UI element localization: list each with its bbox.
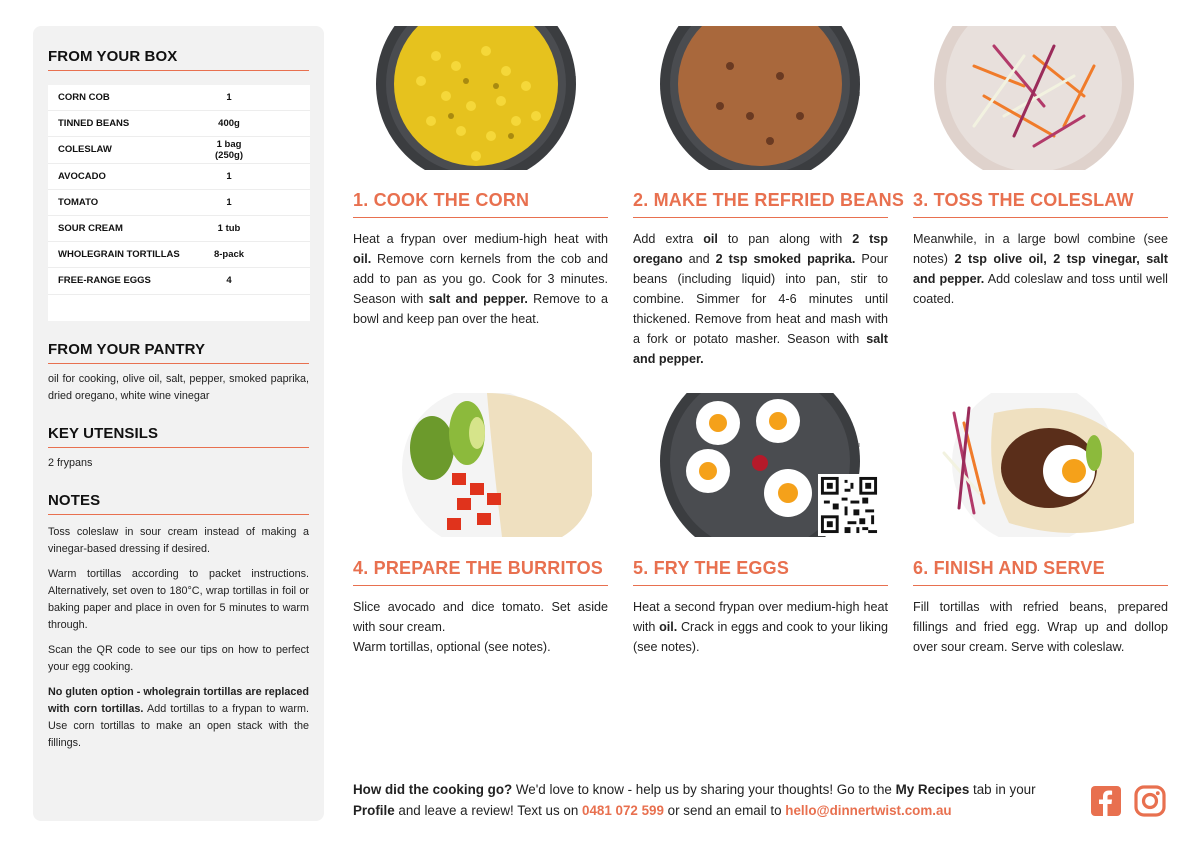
- step-text-bold: salt and pepper.: [633, 332, 888, 366]
- ingredient-name: AVOCADO: [58, 170, 106, 182]
- note-gluten-bold: No gluten option - wholegrain tortillas are replaced with corn tortillas.: [48, 686, 309, 715]
- qr-code-icon[interactable]: [818, 474, 880, 536]
- sidebar: [33, 26, 324, 821]
- ingredient-qty: 4: [226, 275, 232, 287]
- note-coleslaw: Toss coleslaw in sour cream instead of making a vinegar-based dressing if desired.: [48, 526, 309, 555]
- step-text: Heat a second frypan over medium-high heat with: [633, 600, 888, 634]
- step-6-body: [913, 597, 1168, 657]
- step-text: Add coleslaw and toss until well coated.: [913, 272, 1168, 306]
- corn-photo: [376, 26, 576, 170]
- from-your-box-heading: FROM YOUR BOX: [48, 48, 178, 65]
- refried-beans-photo: [660, 26, 860, 170]
- note-qr: Scan the QR code to see our tips on how to perfect your egg cooking.: [48, 644, 309, 673]
- step-text: Crack in eggs and cook to your liking (see notes).: [633, 620, 888, 654]
- divider: [353, 585, 608, 586]
- footer-text: or send an email to: [663, 803, 786, 818]
- step-text: and: [682, 252, 716, 266]
- step-3-title: 3. TOSS THE COLESLAW: [913, 190, 1134, 210]
- step-2-body: [633, 229, 888, 369]
- ingredients-table: [48, 85, 310, 321]
- step-6-title: 6. FINISH AND SERVE: [913, 558, 1105, 578]
- ingredient-row: [48, 164, 310, 190]
- divider: [633, 217, 888, 218]
- divider: [913, 585, 1168, 586]
- step-4: [353, 558, 608, 657]
- step-1-body: [353, 229, 608, 329]
- footer-text: We'd love to know - help us by sharing your thoughts! Go to the: [512, 782, 896, 797]
- note-gluten: [48, 684, 309, 752]
- step-4-title: 4. PREPARE THE BURRITOS: [353, 558, 603, 578]
- footer-question: How did the cooking go?: [353, 782, 513, 797]
- burrito-prep-photo: [392, 393, 592, 537]
- profile-link[interactable]: Profile: [353, 803, 395, 818]
- ingredient-qty: 8-pack: [213, 249, 245, 261]
- ingredient-name: COLESLAW: [58, 144, 112, 156]
- step-text: Warm tortillas, optional (see notes).: [353, 640, 551, 654]
- divider: [913, 217, 1168, 218]
- step-text: Slice avocado and dice tomato. Set aside with sour cream.: [353, 600, 608, 634]
- step-text: Pour beans (including liquid) into pan, stir to combine. Simmer for 4-6 minutes until thickened. Remove from heat and mash with a fork or potato masher. Season with: [633, 252, 888, 346]
- notes-heading: NOTES: [48, 492, 101, 509]
- ingredient-row: [48, 137, 310, 163]
- finished-burrito-photo: [934, 393, 1134, 537]
- ingredient-qty: 400g: [218, 118, 240, 130]
- email-link[interactable]: hello@dinnertwist.com.au: [785, 803, 952, 818]
- phone-link[interactable]: 0481 072 599: [582, 803, 664, 818]
- step-1: [353, 190, 608, 329]
- step-text: Remove to a bowl and keep pan over the heat.: [353, 292, 608, 326]
- divider: [633, 585, 888, 586]
- step-1-title: 1. COOK THE CORN: [353, 190, 530, 210]
- instagram-icon[interactable]: [1134, 785, 1166, 817]
- step-text: Heat a frypan over medium-high heat with: [353, 232, 608, 246]
- step-text: Meanwhile, in a large bowl combine (see notes): [913, 232, 1168, 266]
- step-6: [913, 558, 1168, 657]
- ingredient-name: CORN COB: [58, 92, 110, 104]
- ingredient-row: [48, 242, 310, 268]
- step-text-bold: oil.: [659, 620, 678, 634]
- step-5-body: [633, 597, 888, 657]
- ingredient-row: [48, 268, 310, 294]
- step-text: to pan along with: [717, 232, 853, 246]
- ingredient-row: [48, 85, 310, 111]
- ingredient-qty: 1: [226, 170, 232, 182]
- ingredient-name: WHOLEGRAIN TORTILLAS: [58, 249, 180, 261]
- step-5: [633, 558, 888, 657]
- from-your-pantry-heading: FROM YOUR PANTRY: [48, 341, 206, 358]
- step-text: Remove corn kernels from the cob and add to pan as you go. Cook for 3 minutes. Season with: [353, 252, 608, 306]
- my-recipes-link[interactable]: My Recipes: [895, 782, 970, 797]
- divider: [48, 514, 309, 515]
- step-text-bold: 2 tsp olive oil, 2 tsp vinegar, salt and pepper.: [913, 252, 1168, 286]
- ingredient-qty: 1: [226, 196, 232, 208]
- key-utensils-heading: KEY UTENSILS: [48, 425, 159, 442]
- divider: [48, 447, 309, 448]
- ingredient-row: [48, 216, 310, 242]
- step-4-body: [353, 597, 608, 657]
- coleslaw-photo: [934, 26, 1134, 170]
- step-text-bold: oil: [703, 232, 718, 246]
- ingredient-row: [48, 190, 310, 216]
- step-text-bold: oil.: [353, 252, 372, 266]
- divider: [353, 217, 608, 218]
- utensils-list: 2 frypans: [48, 457, 93, 469]
- step-5-title: 5. FRY THE EGGS: [633, 558, 790, 578]
- ingredient-name: SOUR CREAM: [58, 223, 123, 235]
- note-gluten-rest: Add tortillas to a frypan to warm. Use corn tortillas to make an open stack with the fillings.: [48, 703, 310, 749]
- divider: [48, 70, 309, 71]
- ingredient-name: TINNED BEANS: [58, 118, 130, 130]
- ingredient-qty: 1 bag (250g): [215, 138, 243, 161]
- step-3: [913, 190, 1168, 309]
- pantry-list: oil for cooking, olive oil, salt, pepper, smoked paprika, dried oregano, white wine vinegar: [48, 373, 309, 402]
- footer-text: tab in your: [969, 782, 1036, 797]
- facebook-icon[interactable]: [1090, 785, 1122, 817]
- ingredient-qty: 1: [226, 92, 232, 104]
- ingredient-name: TOMATO: [58, 196, 99, 208]
- step-text: Add extra: [633, 232, 704, 246]
- step-2-title: 2. MAKE THE REFRIED BEANS: [633, 190, 905, 210]
- feedback-footer: [353, 779, 1073, 821]
- ingredient-name: FREE-RANGE EGGS: [58, 275, 151, 287]
- note-tortillas: Warm tortillas according to packet instructions. Alternatively, set oven to 180°C, wrap tortillas in foil or baking paper and place in oven for 5 minutes to warm through.: [48, 568, 309, 631]
- step-text-bold: 2 tsp smoked paprika.: [715, 252, 856, 266]
- step-2: [633, 190, 905, 369]
- step-text: Fill tortillas with refried beans, prepared fillings and fried egg. Wrap up and dollop over sour cream. Serve with coleslaw.: [913, 600, 1168, 654]
- step-text-bold: salt and pepper.: [428, 292, 528, 306]
- ingredient-qty: 1 tub: [217, 223, 241, 235]
- divider: [48, 363, 309, 364]
- step-3-body: [913, 229, 1168, 309]
- footer-text: and leave a review! Text us on: [394, 803, 583, 818]
- ingredient-row: [48, 111, 310, 137]
- step-text-bold: 2 tsp oregano: [633, 232, 888, 266]
